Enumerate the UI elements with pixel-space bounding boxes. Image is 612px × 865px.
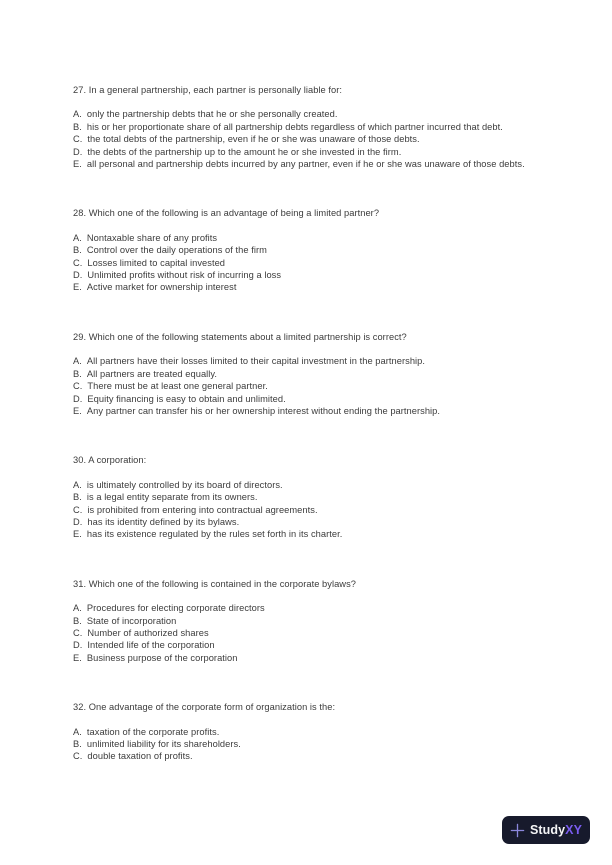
question-block [73,454,537,540]
brand-name [530,824,582,837]
option-text: Procedures for electing corporate directors [86,603,265,614]
option-text: Business purpose of the corporation [86,652,238,663]
answer-option [73,602,537,614]
option-list [73,726,537,763]
answer-option [73,257,537,269]
option-text: is a legal entity separate from its owners. [86,492,258,503]
option-letter: D. [73,393,83,404]
answer-option [73,269,537,281]
option-letter: C. [73,504,83,515]
question-block [73,207,537,293]
option-list [73,479,537,541]
option-text: Unlimited profits without risk of incurring a loss [87,270,282,281]
studyxy-logo [502,816,590,844]
option-list [73,232,537,294]
answer-option [73,368,537,380]
plus-icon [510,823,525,838]
answer-option [73,405,537,417]
option-letter: C. [73,381,83,392]
option-text: Number of authorized shares [87,627,209,638]
option-text: has its identity defined by its bylaws. [87,516,240,527]
option-letter: E. [73,282,82,293]
option-letter: B. [73,739,82,749]
question-text: 31. Which one of the following is contained in the corporate bylaws? [73,578,356,589]
brand-name-accent: XY [565,822,583,837]
option-letter: E. [73,652,82,663]
question-list [73,84,537,763]
question-block [73,578,537,664]
question-block [73,331,537,417]
answer-option [73,355,537,367]
option-text: All partners have their losses limited to their capital investment in the partnership. [86,356,426,367]
option-text: unlimited liability for its shareholders. [86,739,241,749]
answer-option [73,158,537,170]
question-text: 32. One advantage of the corporate form of organization is the: [73,702,336,713]
answer-option [73,281,537,293]
option-text: is prohibited from entering into contractual agreements. [87,504,318,515]
option-letter: B. [73,368,82,379]
option-letter: B. [73,492,82,503]
option-letter: B. [73,615,82,626]
option-text: Equity financing is easy to obtain and unlimited. [87,393,286,404]
option-list [73,355,537,417]
option-letter: C. [73,627,83,638]
option-text: Any partner can transfer his or her ownership interest without ending the partnership. [86,405,441,416]
answer-option [73,244,537,256]
option-text: has its existence regulated by the rules set forth in its charter. [86,529,343,540]
option-letter: B. [73,121,82,132]
option-text: Intended life of the corporation [87,640,215,651]
document-page [73,84,537,763]
answer-option [73,516,537,528]
answer-option [73,528,537,540]
option-letter: D. [73,516,83,527]
option-letter: C. [73,751,83,762]
option-text: double taxation of profits. [87,751,193,762]
answer-option [73,504,537,516]
answer-option [73,750,537,762]
option-text: Control over the daily operations of the firm [86,245,267,256]
option-text: Nontaxable share of any profits [86,232,218,243]
option-text: All partners are treated equally. [86,368,218,379]
answer-option [73,639,537,651]
option-letter: A. [73,479,82,490]
option-text: his or her proportionate share of all partnership debts regardless of which partner incurred that debt. [86,121,503,132]
answer-option [73,133,537,145]
option-letter: E. [73,529,82,540]
answer-option [73,615,537,627]
option-text: the total debts of the partnership, even if he or she was unaware of those debts. [87,134,420,145]
option-letter: A. [73,109,82,120]
answer-option [73,108,537,120]
option-text: taxation of the corporate profits. [86,726,220,737]
answer-option [73,479,537,491]
option-text: Active market for ownership interest [86,282,237,293]
answer-option [73,652,537,664]
question-text: 27. In a general partnership, each partner is personally liable for: [73,85,343,95]
question-text: 28. Which one of the following is an advantage of being a limited partner? [73,208,380,219]
option-letter: D. [73,146,83,157]
question-text: 30. A corporation: [73,455,147,466]
option-letter: C. [73,134,83,145]
answer-option [73,491,537,503]
option-text: is ultimately controlled by its board of directors. [86,479,283,490]
answer-option [73,726,537,738]
question-text: 29. Which one of the following statements about a limited partnership is correct? [73,331,407,342]
option-text: There must be at least one general partner. [87,381,268,392]
option-letter: A. [73,232,82,243]
answer-option [73,232,537,244]
option-list [73,602,537,664]
option-letter: E. [73,405,82,416]
answer-option [73,380,537,392]
option-letter: D. [73,270,83,281]
option-letter: A. [73,356,82,367]
option-letter: A. [73,603,82,614]
option-text: all personal and partnership debts incurred by any partner, even if he or she was unaware of those debts. [86,159,525,170]
answer-option [73,121,537,133]
option-text: Losses limited to capital invested [87,257,226,268]
option-text: State of incorporation [86,615,177,626]
option-list [73,108,537,170]
option-letter: A. [73,726,82,737]
option-text: the debts of the partnership up to the amount he or she invested in the firm. [87,146,402,157]
brand-name-primary: Study [529,822,566,837]
answer-option [73,738,537,750]
option-text: only the partnership debts that he or she personally created. [86,109,338,120]
answer-option [73,146,537,158]
question-block [73,701,537,763]
option-letter: E. [73,159,82,170]
answer-option [73,393,537,405]
option-letter: B. [73,245,82,256]
question-block [73,84,537,170]
option-letter: C. [73,257,83,268]
option-letter: D. [73,640,83,651]
answer-option [73,627,537,639]
